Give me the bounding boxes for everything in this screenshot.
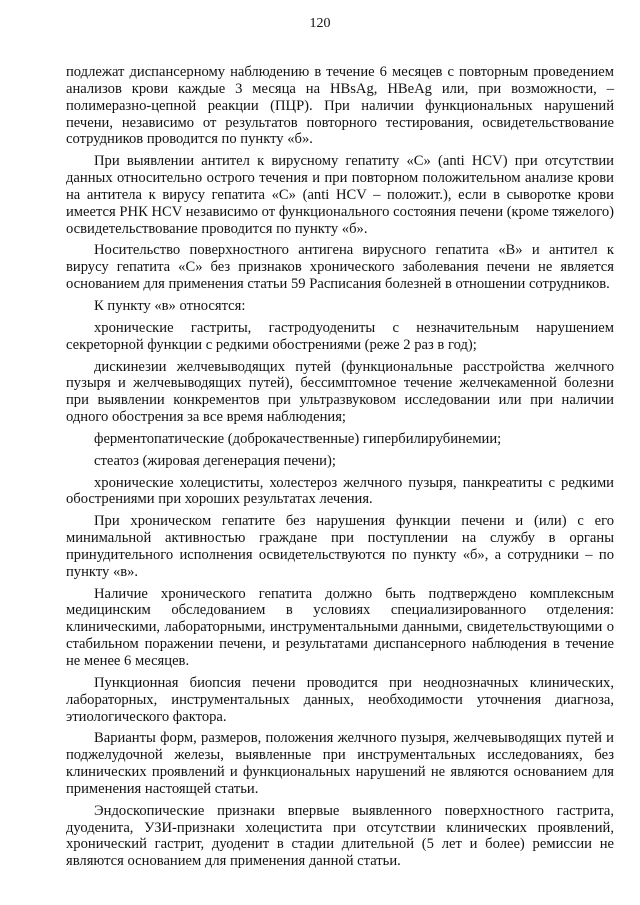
- page-number: 120: [309, 16, 331, 31]
- paragraph: Наличие хронического гепатита должно быть подтверждено комплексным медицинским обследованием в условиях специализированного отделения: клиническими, лабораторными, инструментальными данными, свидетельствующими о стабильном поражении печени, и результатами диспансерного наблюдения в течение не менее 6 месяцев.: [66, 585, 614, 669]
- paragraph: При выявлении антител к вирусному гепатиту «С» (anti HCV) при отсутствии данных относительно острого течения и при повторном положительном анализе крови на антитела к вирусу гепатита «С» (anti HCV – положит.), если в сыворотке крови имеется РНК HCV независимо от функционального состояния печени (кроме тяжелого) освидетельствование проводится по пункту «б».: [66, 153, 614, 237]
- paragraph: При хроническом гепатите без нарушения функции печени и (или) с его минимальной активностью граждане при поступлении на службу в органы принудительного исполнения освидетельствуются по пункту «б», а сотрудники – по пункту «в».: [66, 513, 614, 580]
- paragraph: Пункционная биопсия печени проводится при неоднозначных клинических, лабораторных, инструментальных данных, необходимости уточнения диагноза, этиологического фактора.: [66, 674, 614, 725]
- paragraph: подлежат диспансерному наблюдению в течение 6 месяцев с повторным проведением анализов крови каждые 3 месяца на HBsAg, HBeAg или, при возможности, – полимеразно-цепной реакции (ПЦР). При наличии функциональных нарушений печени, независимо от результатов повторного тестирования, освидетельствование сотрудников проводится по пункту «б».: [66, 64, 614, 148]
- paragraph: Варианты форм, размеров, положения желчного пузыря, желчевыводящих путей и поджелудочной железы, выявленные при инструментальных исследованиях, без клинических проявлений и функциональных нарушений не являются основанием для применения настоящей статьи.: [66, 730, 614, 797]
- paragraph: К пункту «в» относятся:: [94, 297, 246, 314]
- paragraph: Эндоскопические признаки впервые выявленного поверхностного гастрита, дуоденита, УЗИ-признаки холецистита при отсутствии клинических проявлений, хронический гастрит, дуоденит в стадии длительной (5 лет и более) ремиссии не являются основанием для применения данной статьи.: [66, 802, 614, 870]
- list-item: ферментопатические (доброкачественные) гипербилирубинемии;: [94, 430, 502, 447]
- list-item: хронические гастриты, гастродуодениты с незначительным нарушением секреторной функции с редкими обострениями (реже 2 раз в год);: [66, 319, 614, 353]
- document-body: [66, 64, 614, 875]
- list-item: хронические холециститы, холестероз желчного пузыря, панкреатиты с редкими обострениями при хороших результатах лечения.: [66, 474, 614, 508]
- paragraph: Носительство поверхностного антигена вирусного гепатита «В» и антител к вирусу гепатита «С» без признаков хронического заболевания печени не является основанием для применения статьи 59 Расписания болезней в отношении сотрудников.: [66, 242, 614, 293]
- list-item: стеатоз (жировая дегенерация печени);: [94, 452, 336, 469]
- list-item: дискинезии желчевыводящих путей (функциональные расстройства желчного пузыря и желчевыводящих путей), бессимптомное течение желчекаменной болезни при выявлении конкрементов при ультразвуковом исследовании или при наличии одного обострения за все время наблюдения;: [66, 358, 614, 426]
